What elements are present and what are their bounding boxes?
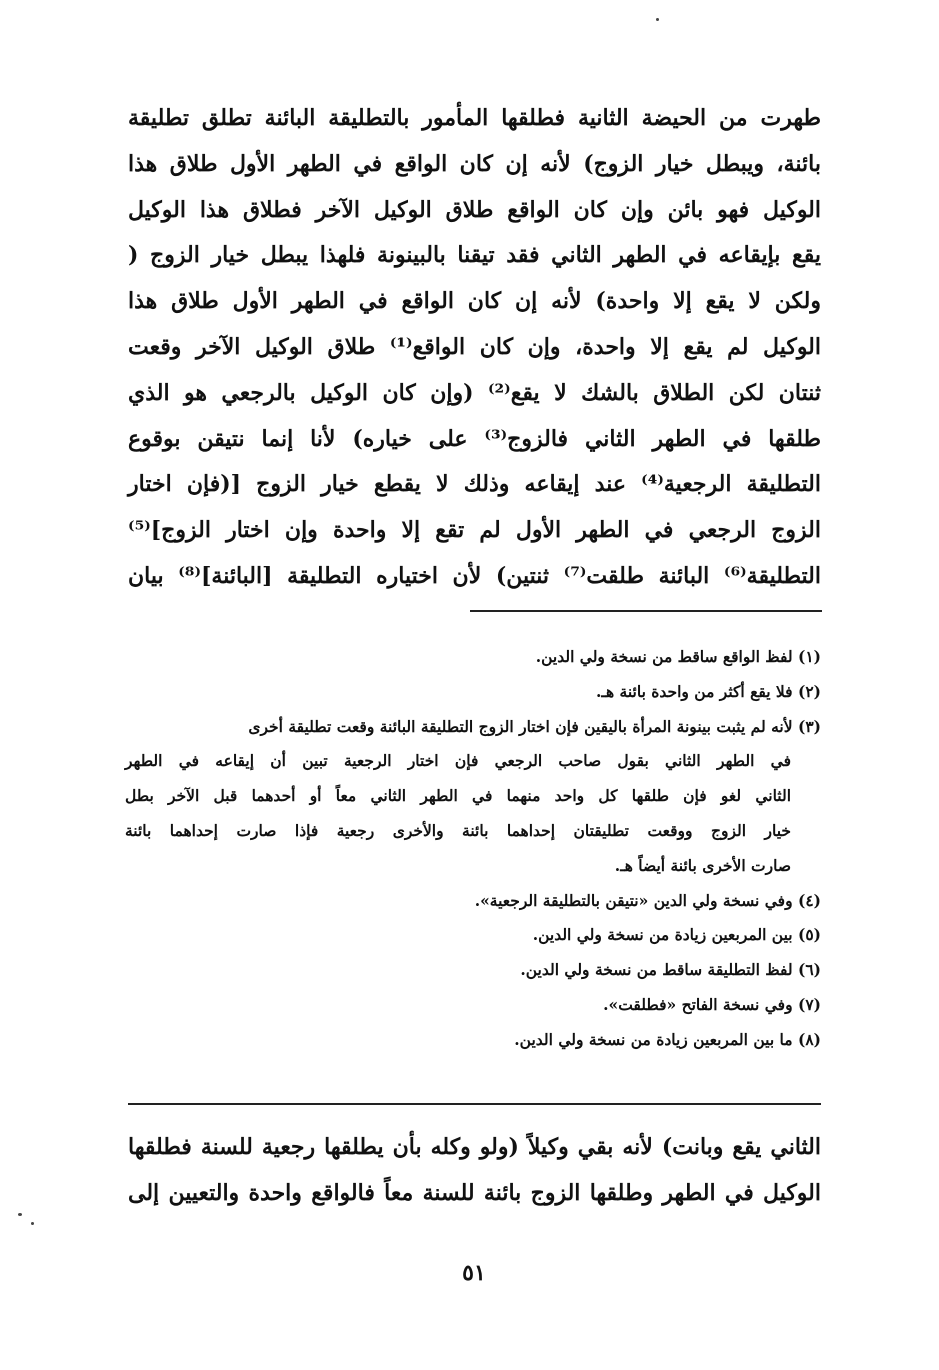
main-text-line: الزوج الرجعي في الطهر الأول لم تقع إلا واحدة وإن اختار الزوج]⁽⁵⁾ xyxy=(128,517,821,544)
main-text-line: يقع بإيقاعه في الطهر الثاني فقد تيقنا بالبينونة فلهذا يبطل خيار الزوج ( xyxy=(128,242,821,269)
footnote-3 xyxy=(125,710,821,745)
footnote-mark: (٣) xyxy=(797,716,821,736)
footnote-text: ما بين المربعين زيادة من نسخة ولي الدين. xyxy=(514,1029,793,1049)
footnote-mark: (١) xyxy=(797,647,821,666)
footnote-mark: (٧) xyxy=(797,994,821,1014)
footnote-text: وفي نسخة ولي الدين «نتيقن بالتطليقة الرجعية». xyxy=(474,890,793,910)
main-text-line: طهرت من الحيضة الثانية فطلقها المأمور بالتطليقة البائنة تطلق تطليقة xyxy=(128,105,821,131)
footnote-text: لفظ الواقع ساقط من نسخة ولي الدين. xyxy=(535,647,793,666)
footnote-text: لفظ التطليقة ساقط من نسخة ولي الدين. xyxy=(520,960,793,980)
footnote-mark: (٨) xyxy=(797,1029,821,1049)
commentary-separator xyxy=(128,1103,821,1105)
main-text-line: التطليقة الرجعية⁽⁴⁾ عند إيقاعه وذلك لا يقطع خيار الزوج [(فإن اختار xyxy=(128,471,821,498)
commentary-text-line: الثاني يقع وبانت) لأنه بقي وكيلاً (ولو وكله بأن يطلقها رجعية للسنة فطلقها xyxy=(128,1134,821,1160)
footnote-mark: (٦) xyxy=(797,960,821,980)
footnote-text: لأنه لم يثبت بينونة المرأة باليقين فإن اختار الزوج التطليقة البائنة وقعت تطليقة أخرى xyxy=(248,716,793,736)
footnote-4 xyxy=(125,884,821,919)
footnote-separator xyxy=(470,610,822,612)
footnote-text: وفي نسخة الفاتح «فطلقت». xyxy=(603,994,793,1014)
main-text-line: ثنتان لكن الطلاق بالشك لا يقع⁽²⁾ (وإن كان الوكيل بالرجعي هو الذي xyxy=(128,379,821,406)
main-text-line: الوكيل فهو بائن وإن كان الواقع طلاق الوكيل الآخر فطلاق هذا الوكيل xyxy=(128,196,821,223)
main-text-line: بائنة، ويبطل خيار الزوج) لأنه إن كان الواقع في الطهر الأول طلاق هذا xyxy=(128,150,821,177)
footnote-5 xyxy=(125,918,821,953)
footnote-text: فلا يقع أكثر من واحدة بائنة هـ. xyxy=(596,681,793,701)
footnote-3-continuation: صارت الأخرى بائنة أيضاً هـ. xyxy=(614,855,791,875)
main-text-line: طلقها في الطهر الثاني فالزوج⁽³⁾ على خياره) لأنا إنما نتيقن بوقوع xyxy=(128,425,821,452)
scan-speck xyxy=(31,1222,34,1225)
footnote-mark: (٤) xyxy=(797,890,821,910)
footnote-text: بين المربعين زيادة من نسخة ولي الدين. xyxy=(532,925,793,945)
scan-speck xyxy=(656,18,659,21)
footnote-7 xyxy=(125,988,821,1023)
commentary-text-block xyxy=(128,1124,821,1216)
scan-speck xyxy=(18,1213,22,1216)
main-text-line: التطليقة⁽⁶⁾ البائنة طلقت⁽⁷⁾ ثنتين) لأن اختياره التطليقة [البائنة]⁽⁸⁾ بيان xyxy=(128,562,821,589)
footnote-2 xyxy=(125,675,821,710)
footnote-3-continuation: في الطهر الثاني بقول صاحب الرجعي فإن اختار الرجعية تبين أن إيقاعه في الطهر xyxy=(125,751,791,771)
footnote-3-continuation: خيار الزوج ووقعت تطليقتان إحداهما بائنة والأخرى رجعية فإذا صارت إحداهما بائنة xyxy=(125,820,791,840)
main-text-line: الوكيل لم يقع إلا واحدة، وإن كان الواقع⁽¹⁾ طلاق الوكيل الآخر وقعت xyxy=(128,333,821,360)
main-text-block xyxy=(128,96,821,600)
footnote-3-continuation: الثاني لغو فإن طلقها كل واحد منهما في الطهر الثاني معاً أو أحدهما قبل الآخر بطل xyxy=(125,786,791,806)
footnote-mark: (٥) xyxy=(797,925,821,945)
page-number: ٥١ xyxy=(462,1260,486,1286)
main-text-line: ولكن لا يقع إلا واحدة) لأنه إن كان الواقع في الطهر الأول طلاق هذا xyxy=(128,288,821,315)
footnotes-block xyxy=(125,640,821,1058)
footnote-8 xyxy=(125,1023,821,1058)
footnote-mark: (٢) xyxy=(797,681,821,701)
footnote-6 xyxy=(125,953,821,988)
commentary-text-line: الوكيل في الطهر وطلقها الزوج بائنة للسنة معاً فالواقع واحدة والتعيين إلى xyxy=(128,1180,821,1206)
footnote-1 xyxy=(125,640,821,675)
